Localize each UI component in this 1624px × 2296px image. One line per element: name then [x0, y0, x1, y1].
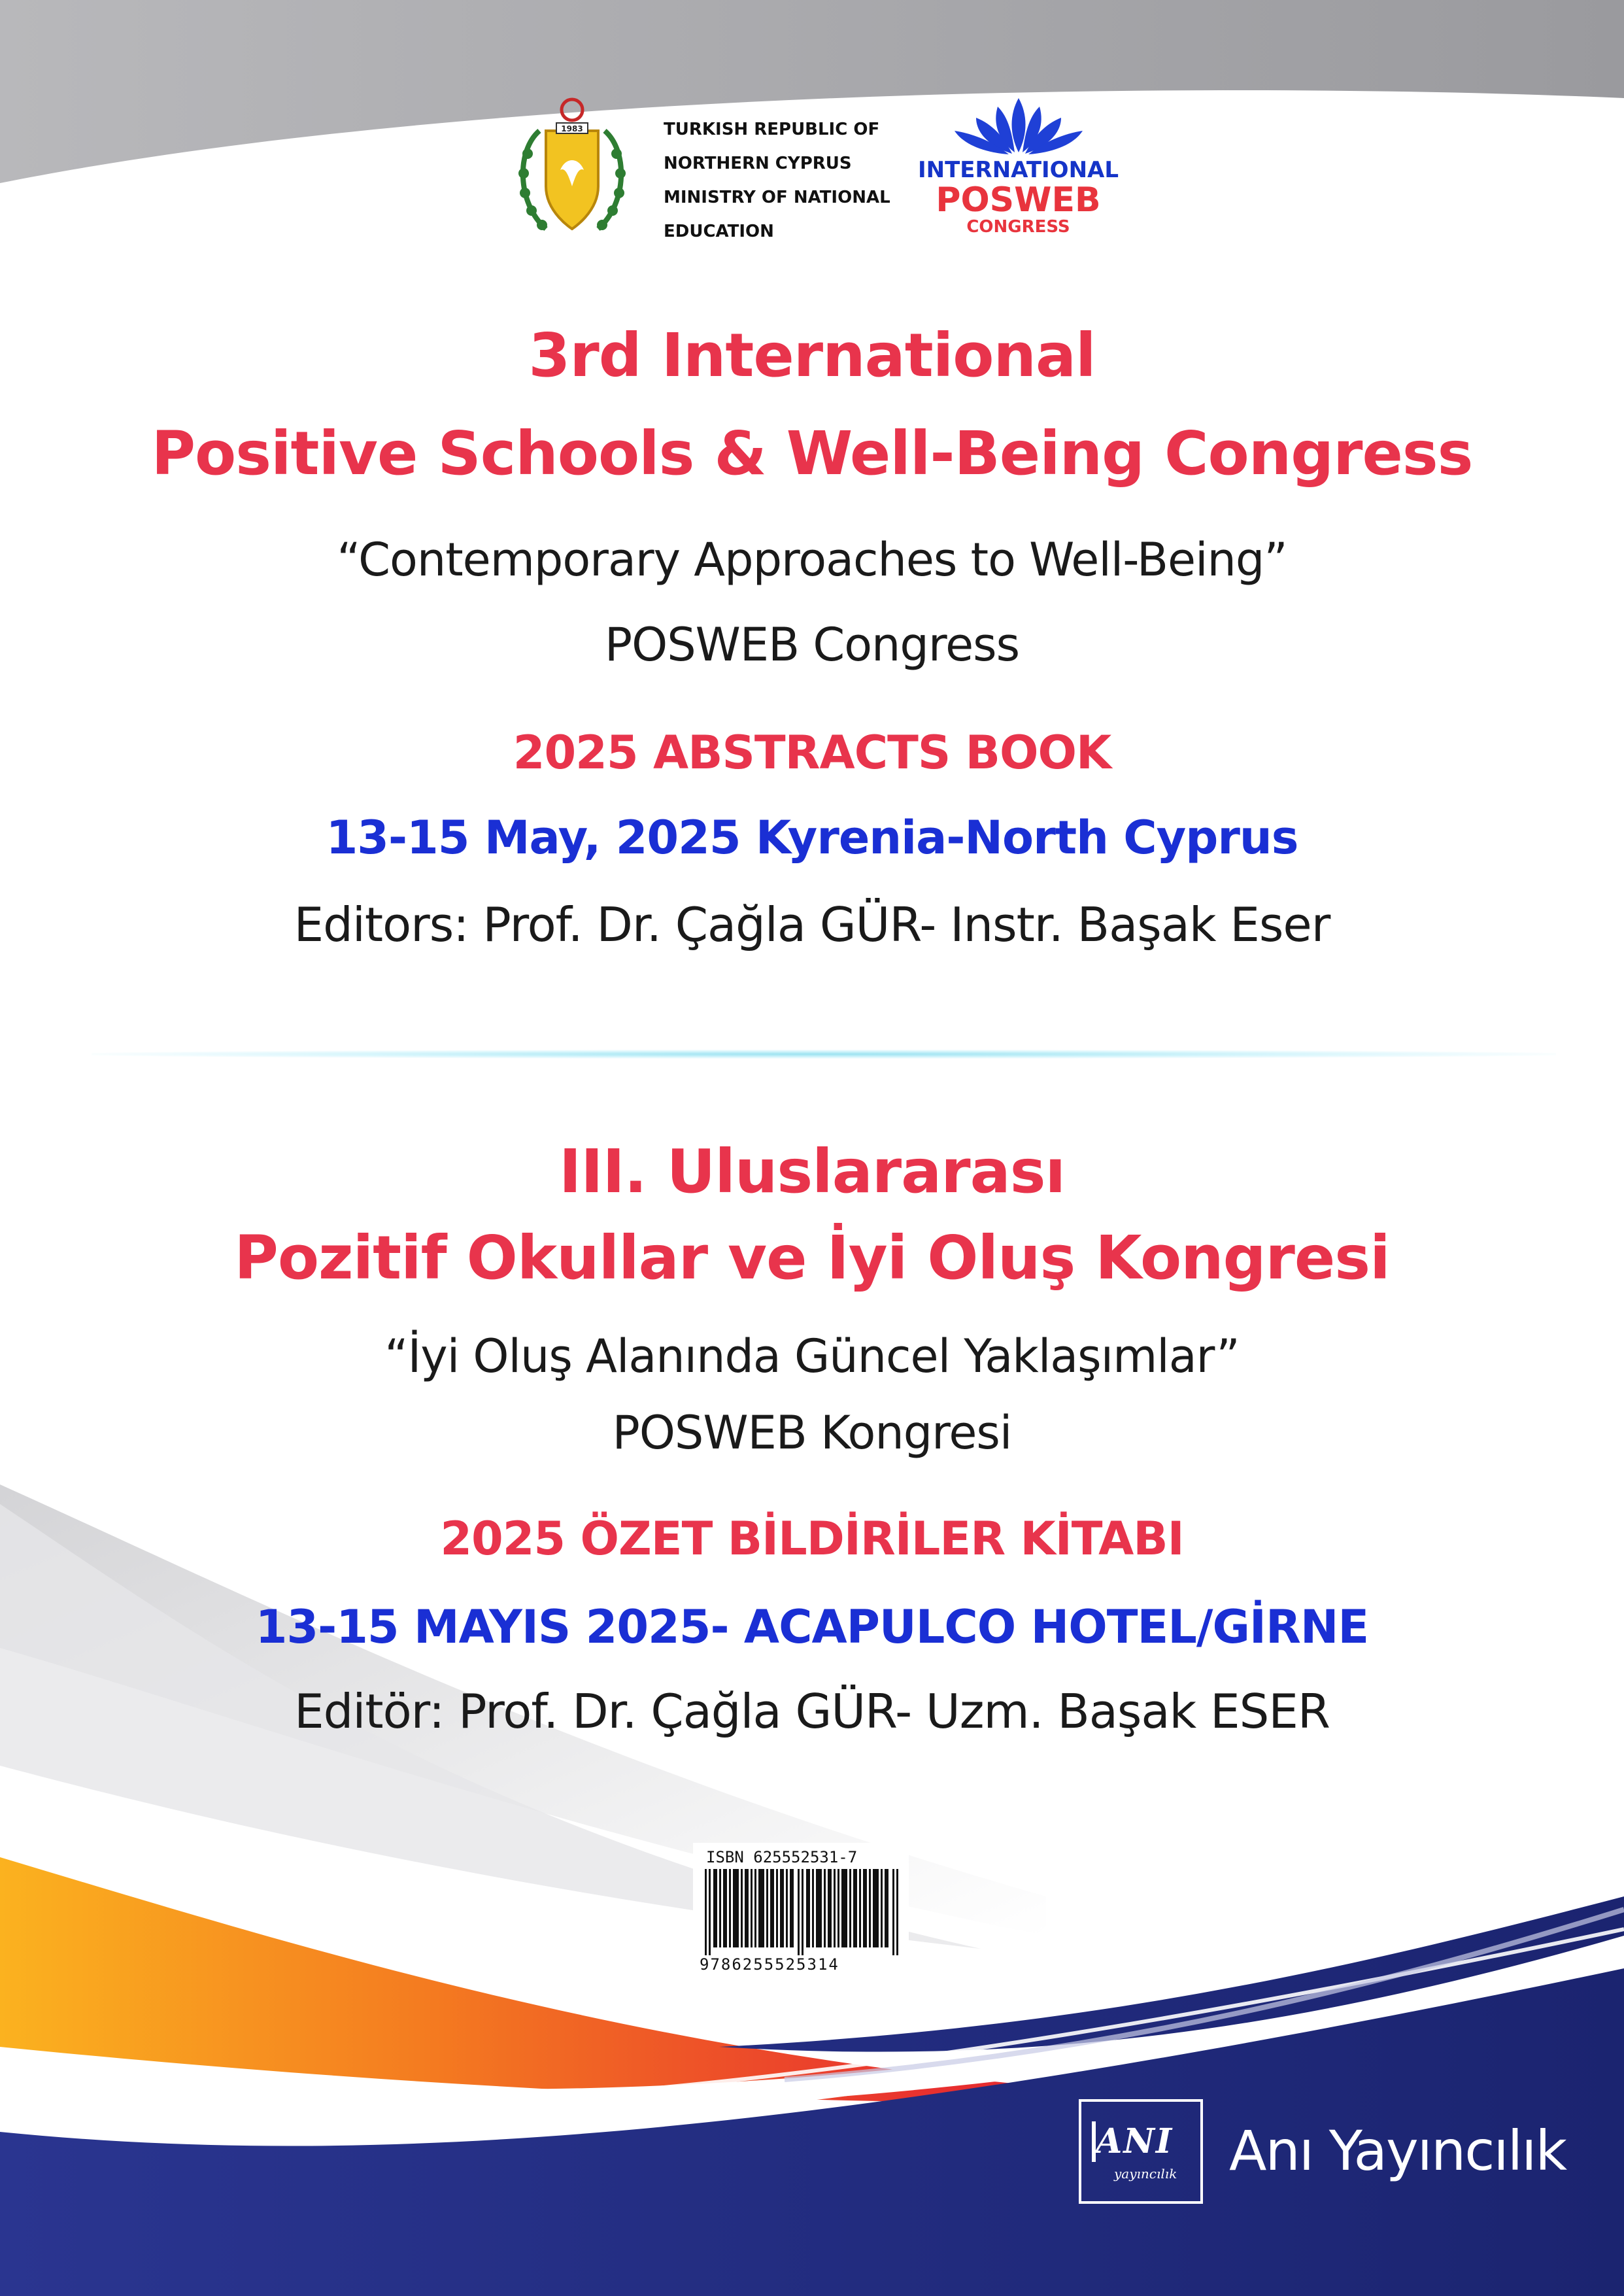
turkish-editors: Editör: Prof. Dr. Çağla GÜR- Uzm. Başak ESER: [294, 1684, 1330, 1739]
turkish-title-line2: Pozitif Okullar ve İyi Oluş Kongresi: [234, 1223, 1390, 1293]
turkish-date-place: 13-15 MAYIS 2025- ACAPULCO HOTEL/GİRNE: [255, 1600, 1369, 1654]
publisher-name: Anı Yayıncılık: [1229, 2119, 1566, 2183]
emblem-year: 1983: [561, 124, 583, 133]
posweb-logo-line3: CONGRESS: [966, 217, 1070, 237]
turkish-theme: “İyi Oluş Alanında Güncel Yaklaşımlar”: [384, 1329, 1240, 1383]
publisher-logo-subtext: yayıncılık: [1114, 2166, 1177, 2182]
turkish-book-title: 2025 ÖZET BİLDİRİLER KİTABI: [440, 1512, 1184, 1566]
ministry-line: TURKISH REPUBLIC OF: [664, 120, 880, 139]
ministry-emblem: [513, 92, 631, 248]
ministry-name: [664, 112, 912, 248]
lotus-icon: [947, 95, 1091, 155]
barcode-bars: [705, 1869, 901, 1955]
english-congress-name: POSWEB Congress: [604, 618, 1020, 672]
english-editors: Editors: Prof. Dr. Çağla GÜR- Instr. Başak Eser: [294, 897, 1330, 952]
section-divider: [92, 1050, 1556, 1059]
isbn-barcode: [693, 1843, 909, 1974]
ministry-line: MINISTRY OF NATIONAL: [664, 188, 890, 207]
posweb-logo-line1: INTERNATIONAL: [917, 157, 1119, 183]
isbn-label: ISBN 6255525З1-7: [706, 1848, 858, 1866]
ministry-line: EDUCATION: [664, 222, 774, 241]
turkish-title-line1: III. Uluslararası: [559, 1137, 1065, 1207]
publisher-logo-text: ANI: [1096, 2121, 1174, 2161]
posweb-logo: [912, 95, 1125, 245]
ministry-line: NORTHERN CYPRUS: [664, 154, 852, 173]
english-theme: “Contemporary Approaches to Well-Being”: [337, 533, 1287, 587]
publisher-logo: [1079, 2099, 1203, 2204]
english-book-title: 2025 ABSTRACTS BOOK: [513, 726, 1111, 780]
posweb-logo-line2: POSWEB: [936, 180, 1101, 220]
barcode-number: 9786255525314: [700, 1955, 839, 1974]
english-date-place: 13-15 May, 2025 Kyrenia-North Cyprus: [326, 811, 1298, 865]
turkish-congress-name: POSWEB Kongresi: [612, 1406, 1012, 1460]
english-title-line2: Positive Schools & Well-Being Congress: [151, 419, 1473, 488]
english-title-line1: 3rd International: [528, 320, 1096, 390]
